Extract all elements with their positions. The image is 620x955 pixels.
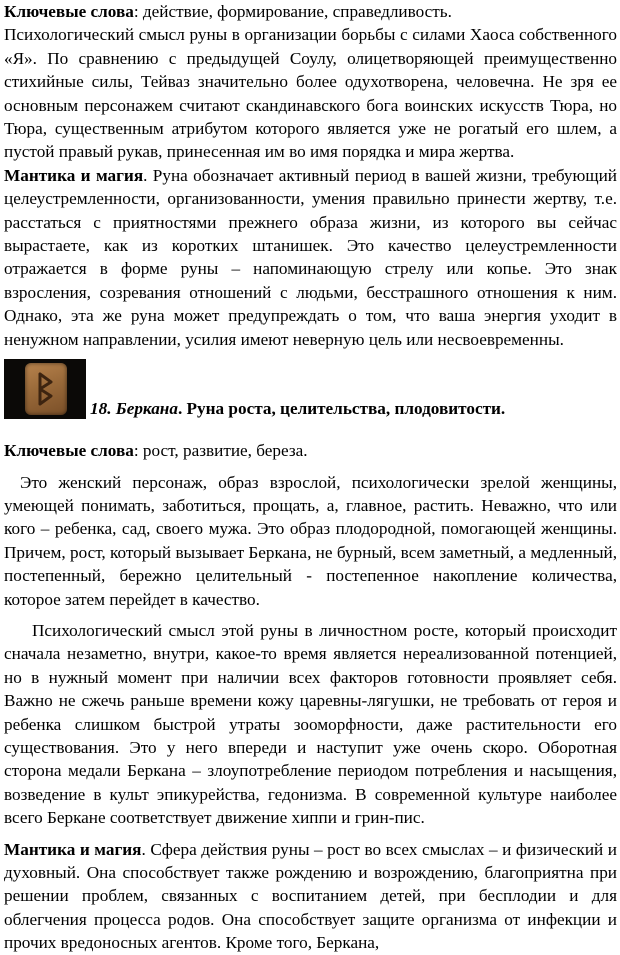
document-page (4, 0, 617, 955)
paragraph: Психологический смысл руны в организации борьбы с силами Хаоса собственного «Я». По сравнению с предыдущей Соулу, олицетворяющей преимущественно стихийные силы, Тейваз значительно более одухотворена, человечна. Не зря ее основным персонажем считают скандинавского бога воинских искусств Тюра, но Тюра, существенным атрибутом которого является уже не рогатый его шлем, а пустой правый рукав, принесенная им во имя порядка и мира жертва. (4, 25, 617, 162)
mantic-label: Мантика и магия (4, 839, 142, 859)
rune-tile (25, 363, 67, 415)
berkana-rune-image (4, 359, 86, 419)
keywords-line (4, 439, 617, 462)
rune-header (4, 367, 617, 439)
rune-title (90, 397, 505, 420)
mantic-text: . Сфера действия руны – рост во всех смыслах – и физический и духовный. Она способствует также рождению и возрождению, благоприятна при решении проблем, связанных с воспитанием детей, при бесплодии и для облегчения процесса родов. Она способствует защите организма от инфекции и прочих вредоносных агентов. Кроме того, Беркана, (4, 839, 617, 953)
keywords-text: : рост, развитие, береза. (133, 441, 308, 461)
paragraph: Это женский персонаж, образ взрослой, психологически зрелой женщины, умеющей понимать, заботиться, прощать, а, главное, растить. Неважно, что или кого – ребенка, сад, своего мужа. Это образ плодородной, помогающей женщины. Причем, рост, который вызывает Беркана, не бурный, всем заметный, а медленный, постепенный, бережно целительный - постепенное накопление количества, которое затем перейдет в качество. (4, 472, 617, 609)
berkana-rune-icon (34, 371, 58, 407)
mantic-paragraph (4, 164, 617, 351)
rune-title-number: 18. Беркана (90, 399, 178, 419)
paragraph: Психологический смысл этой руны в личностном росте, который происходит сначала незаметно, внутри, какое-то время является нереализованной потенцией, но в нужный момент при наличии всех факторов готовности проявляет себя. Важно не сжечь раньше времени кожу царевны-лягушки, не требовать от героя и ребенка слишком быстрой утраты зооморфности, даже растительности его существования. Это у него впереди и наступит уже очень скоро. Оборотная сторона медали Беркана – злоупотребление периодом потребления и насыщения, возведение в культ эпикурейства, гедонизма. В современной культуре наиболее всего Беркане соответствует движение хиппи и грин-пис. (4, 620, 617, 828)
mantic-text: . Руна обозначает активный период в вашей жизни, требующий целеустремленности, организованности, умения правильно принести жертву, т.е. расстаться с приятностями прежнего образа жизни, из которого вы сейчас вырастаете, как из коротких штанишек. Это качество целеустремленности отражается в форме руны – напоминающую стрелу или копье. Это знак взросления, созревания отношений с людьми, бесстрашного отношения к ним. Однако, эта же руна может предупреждать о том, что ваша энергия уходит в ненужном направлении, усилия имеют неверную цель или несвоевременны. (4, 165, 617, 349)
keywords-label: Ключевые слова (4, 441, 134, 461)
keywords-text: : действие, формирование, справедливость. (133, 2, 452, 21)
keywords-label: Ключевые слова (4, 2, 134, 21)
keywords-line (4, 0, 617, 23)
rune-title-text: . Руна роста, целительства, плодовитости. (177, 399, 506, 419)
mantic-label: Мантика и магия (4, 165, 144, 185)
mantic-paragraph (4, 838, 617, 955)
